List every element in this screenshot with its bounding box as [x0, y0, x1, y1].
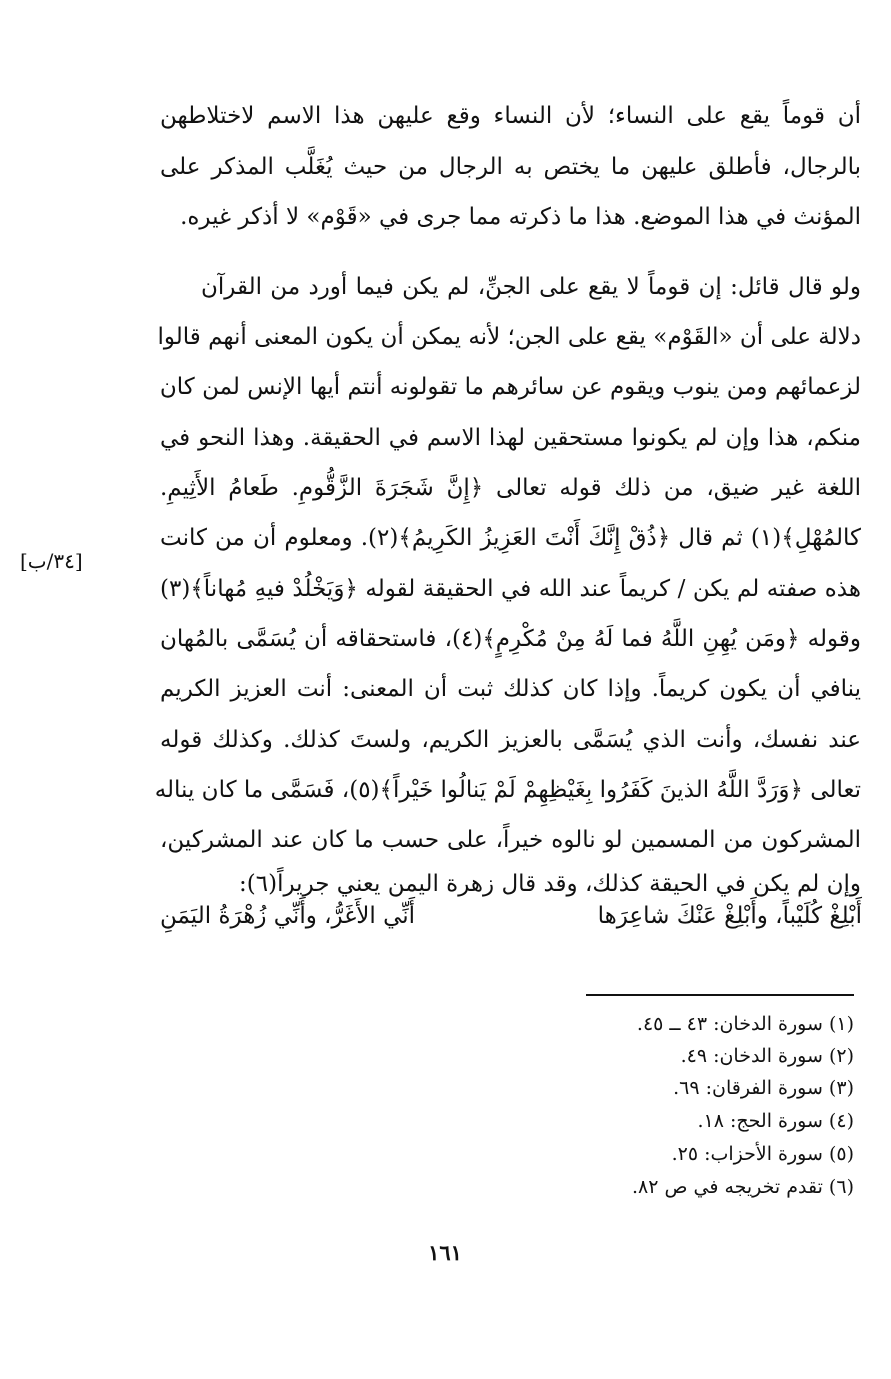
- text-line-indented: ولو قال قائل: إن قوماً لا يقع على الجنِّ، لم يكن فيما أورد من القرآن: [201, 274, 861, 300]
- verse-first-hemistich: أَبْلِغْ كُلَيْباً، وأَبْلِغْ عَنْكَ شاعِرَها: [597, 903, 862, 929]
- text-line: ينافي أن يكون كريماً. وإذا كان كذلك ثبت أن المعنى: أنت العزيز الكريم: [160, 676, 861, 702]
- text-line: وقوله ﴿ومَن يُهِنِ اللَّهُ فما لَهُ مِنْ مُكْرِمٍ﴾(٤)، فاستحقاقه أن يُسَمَّى بالمُهان: [160, 626, 861, 652]
- footnote: (٤) سورة الحج: ١٨.: [697, 1110, 854, 1132]
- footnote: (٦) تقدم تخريجه في ص ٨٢.: [631, 1176, 854, 1198]
- text-line: أن قوماً يقع على النساء؛ لأن النساء وقع عليهن هذا الاسم لاختلاطهن: [160, 103, 861, 129]
- footnote: (٣) سورة الفرقان: ٦٩.: [673, 1077, 854, 1099]
- footnote: (١) سورة الدخان: ٤٣ ــ ٤٥.: [636, 1013, 854, 1035]
- text-line: منكم، هذا وإن لم يكونوا مستحقين لهذا الاسم في الحقيقة. وهذا النحو في: [160, 425, 861, 451]
- footnote-separator: [586, 994, 854, 996]
- footnote: (٢) سورة الدخان: ٤٩.: [680, 1045, 854, 1067]
- page-number: ١٦١: [428, 1240, 462, 1265]
- text-line: عند نفسك، وأنت الذي يُسَمَّى بالعزيز الكريم، ولستَ كذلك. وكذلك قوله: [160, 727, 861, 753]
- text-line: بالرجال، فأطلق عليهن ما يختص به الرجال من حيث يُغَلَّب المذكر على: [160, 154, 861, 180]
- footnote: (٥) سورة الأحزاب: ٢٥.: [671, 1143, 854, 1165]
- text-line: دلالة على أن «القَوْم» يقع على الجن؛ لأنه يمكن أن يكون المعنى أنهم قالوا: [157, 324, 861, 350]
- text-line: اللغة غير ضيق، من ذلك قوله تعالى ﴿إِنَّ شَجَرَةَ الزَّقُّومِ. طَعامُ الأَثِيمِ.: [160, 475, 861, 501]
- text-line: المشركون من المسمين لو نالوه خيراً، على حسب ما كان عند المشركين،: [160, 827, 861, 853]
- text-line: [160, 272, 861, 302]
- text-line: وإن لم يكن في الحيقة كذلك، وقد قال زهرة اليمن يعني جريراً(٦):: [239, 871, 861, 897]
- text-line: تعالى ﴿وَرَدَّ اللَّهُ الذينَ كَفَرُوا بِغَيْظِهِمْ لَمْ يَنالُوا خَيْراً﴾(٥)، فَسَمَّى ما كان يناله: [154, 777, 861, 803]
- text-line: المؤنث في هذا الموضع. هذا ما ذكرته مما جرى في «قَوْم» لا أذكر غيره.: [180, 204, 861, 230]
- text-line: هذه صفته لم يكن / كريماً عند الله في الحقيقة لقوله ﴿وَيَخْلُدْ فيهِ مُهاناً﴾(٣): [160, 576, 861, 602]
- text-line: كالمُهْلِ﴾(١) ثم قال ﴿ذُقْ إِنَّكَ أَنْتَ العَزِيزُ الكَرِيمُ﴾(٢). ومعلوم أن من كانت: [160, 525, 861, 551]
- verse-second-hemistich: أَنِّي الأَغَرُّ، وأَنِّي زُهْرَةُ اليَمَنِ: [160, 903, 416, 929]
- folio-marker: [٣٤/ب]: [20, 549, 83, 573]
- text-line: لزعمائهم ومن ينوب ويقوم عن سائرهم ما تقولونه أنتم أيها الإنس لمن كان: [159, 374, 861, 400]
